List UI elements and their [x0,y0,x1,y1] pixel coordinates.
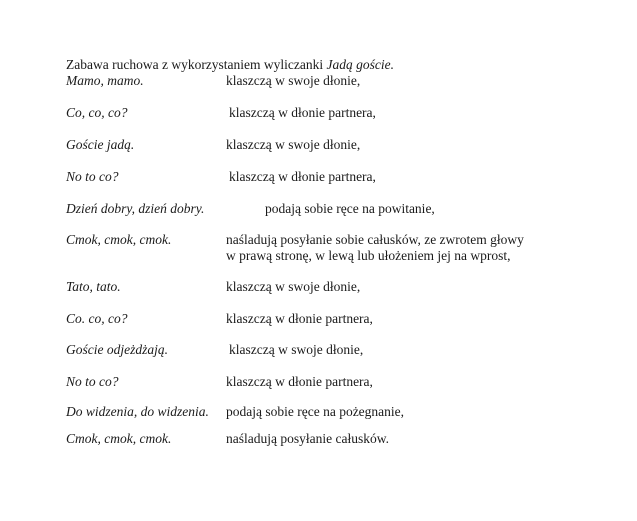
verse-line: Co. co, co? [66,311,128,326]
action-line: naśladują posyłanie całusków. [226,431,389,446]
verse-line: Goście jadą. [66,137,135,152]
action-line: podają sobie ręce na powitanie, [265,201,435,216]
verse-line: Dzień dobry, dzień dobry. [66,201,205,216]
verse-line: Cmok, cmok, cmok. [66,431,172,446]
action-line: klaszczą w dłonie partnera, [229,105,376,120]
verse-line: No to co? [66,169,119,184]
verse-line: Goście odjeżdżają. [66,342,168,357]
verse-line: Co, co, co? [66,105,128,120]
action-line: klaszczą w dłonie partnera, [229,169,376,184]
action-line: klaszczą w dłonie partnera, [226,311,373,326]
action-line: klaszczą w dłonie partnera, [226,374,373,389]
action-line: klaszczą w swoje dłonie, [226,73,361,88]
verse-line: No to co? [66,374,119,389]
verse-line: Mamo, mamo. [66,73,144,88]
verse-line: Cmok, cmok, cmok. [66,232,172,247]
action-line: klaszczą w swoje dłonie, [226,279,361,294]
verse-line: Tato, tato. [66,279,121,294]
title-prefix: Zabawa ruchowa z wykorzystaniem wyliczanki [66,57,327,72]
action-line: klaszczą w swoje dłonie, [229,342,364,357]
action-line: naśladują posyłanie sobie całusków, ze zwrotem głowy [226,232,524,247]
action-line: klaszczą w swoje dłonie, [226,137,361,152]
action-line: podają sobie ręce na pożegnanie, [226,404,405,419]
document-title [66,57,394,73]
action-line-continued: w prawą stronę, w lewą lub ułożeniem jej na wprost, [226,248,511,263]
verse-line: Do widzenia, do widzenia. [66,404,209,419]
title-italic: Jadą goście. [326,57,395,72]
